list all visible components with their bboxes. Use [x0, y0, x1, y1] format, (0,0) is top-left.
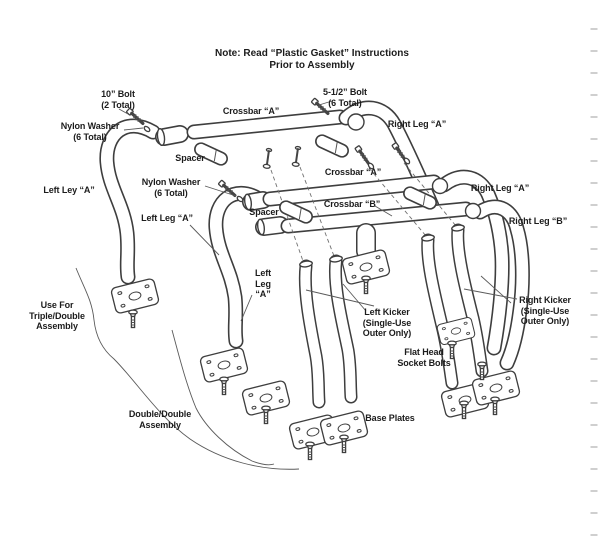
label-line: Left Ley “A” [43, 185, 95, 195]
label-line: 10” Bolt [101, 89, 135, 99]
label-left-leg-a-mid [141, 213, 193, 224]
label-line: Leg [255, 278, 271, 289]
label-flat-head-socket-bolts [397, 347, 450, 368]
label-10-bolt [101, 89, 135, 110]
label-spacer-top [175, 153, 204, 164]
label-double-double-assembly [129, 409, 191, 430]
label-right-leg-b [509, 216, 567, 227]
label-line: Crossbar “A” [222, 106, 280, 116]
label-line: (6 Total) [73, 131, 107, 142]
note-line: Note: Read “Plastic Gasket” Instructions [215, 48, 409, 59]
label-crossbar-a-top [223, 106, 279, 117]
label-base-plates [365, 413, 414, 424]
label-left-kicker [363, 307, 411, 339]
label-nylon-washer-top [61, 121, 119, 142]
label-line: “A” [255, 289, 271, 299]
label-left-leg-a-lower [255, 268, 271, 300]
label-right-leg-a-mid [471, 183, 529, 194]
label-line: Left Kicker [364, 307, 410, 317]
label-line: Right Kicker [519, 295, 571, 305]
label-line: Nylon Washer [141, 177, 201, 187]
label-line: Assembly [139, 419, 181, 430]
label-line: Crossbar “A” [324, 167, 382, 177]
label-line: (Single-Use [520, 305, 570, 316]
label-line: Socket Bolts [397, 357, 451, 368]
label-line: Base Plates [365, 413, 415, 423]
label-line: Nylon Washer [60, 121, 120, 131]
label-line: Right Leg “A” [470, 183, 530, 193]
label-line: Outer Only) [362, 328, 412, 338]
label-right-kicker [519, 295, 571, 327]
label-line: Spacer [175, 153, 205, 163]
label-line: (Single-Use [362, 317, 412, 328]
label-crossbar-b [324, 199, 380, 210]
note-line: Prior to Assembly [269, 59, 355, 71]
label-line: Triple/Double [29, 310, 85, 321]
label-line: (6 Total) [328, 97, 362, 108]
label-5-half-bolt [323, 87, 367, 108]
note [215, 48, 409, 71]
label-line: Flat Head [404, 347, 444, 357]
label-line: Crossbar “B” [323, 199, 381, 209]
label-left-ley-a [43, 185, 94, 196]
label-line: (6 Total) [154, 187, 188, 198]
label-line: Right Leg “B” [508, 216, 568, 226]
label-line: 5-1/2” Bolt [323, 87, 367, 97]
label-line: Double/Double [128, 409, 192, 419]
label-line: Left [254, 268, 272, 278]
label-right-leg-a-top [388, 119, 446, 130]
label-spacer-mid [249, 207, 278, 218]
label-line: Left Leg “A” [141, 213, 193, 223]
label-nylon-washer-mid [142, 177, 200, 198]
label-crossbar-a-mid [325, 167, 381, 178]
label-use-for-triple-double-assembly [29, 300, 85, 332]
label-line: Outer Only) [520, 316, 570, 326]
label-line: Right Leg “A” [387, 119, 447, 129]
label-line: Spacer [249, 207, 279, 217]
label-line: (2 Total) [101, 99, 135, 110]
label-line: Assembly [36, 321, 78, 331]
label-line: Use For [40, 300, 74, 310]
